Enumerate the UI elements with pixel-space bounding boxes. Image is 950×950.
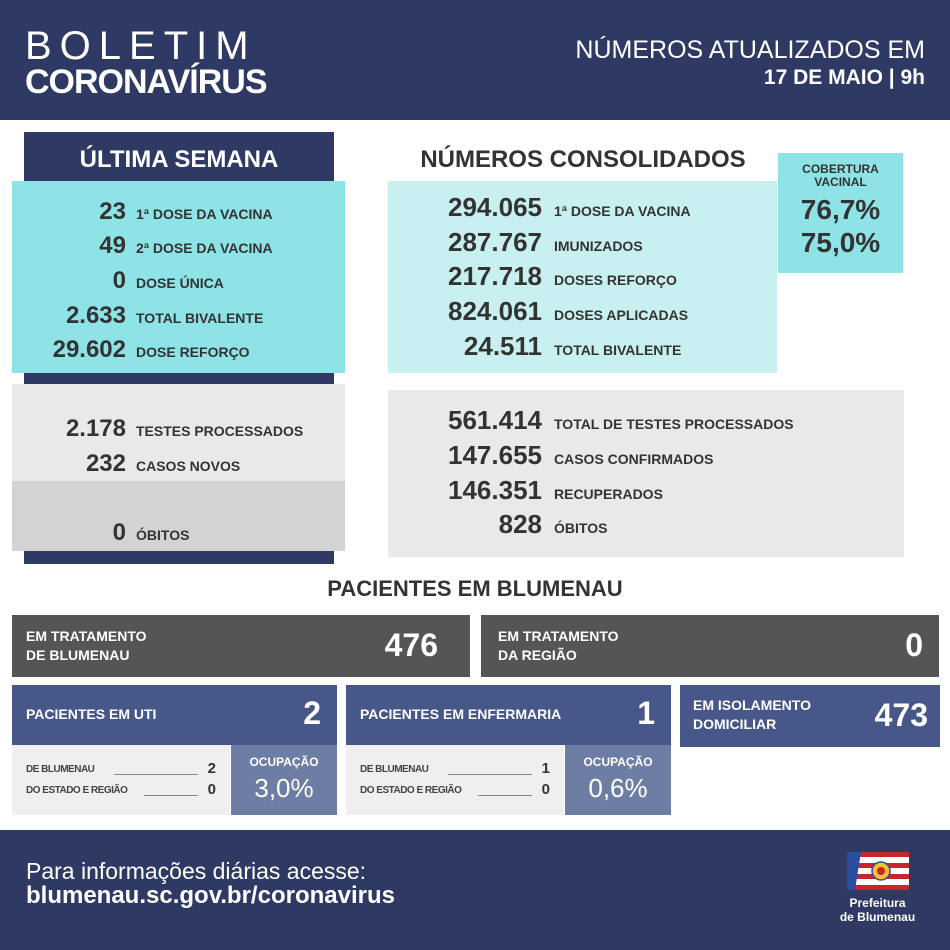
stat-value: 2.178	[65, 415, 126, 442]
stat-value: 294.065	[448, 192, 542, 222]
uti-occupancy-box	[231, 745, 337, 815]
stat-row	[388, 509, 607, 540]
ward-occupancy-label: OCUPAÇÃO	[583, 755, 653, 769]
stat-row	[12, 302, 263, 330]
coverage-value-2: 75,0%	[800, 227, 881, 258]
updated-label: NÚMEROS ATUALIZADOS EM	[575, 36, 925, 64]
vaccine-coverage-box	[778, 153, 903, 273]
prefeitura-logo-text	[820, 896, 935, 924]
stat-row	[12, 198, 273, 226]
label-line: EM TRATAMENTO	[26, 628, 147, 644]
stat-value: 2.633	[65, 302, 126, 329]
stat-row	[388, 440, 713, 471]
stat-value: 561.414	[448, 405, 542, 435]
stat-row	[388, 227, 643, 258]
coverage-title	[778, 163, 903, 189]
ward-from-state-label: DO ESTADO E REGIÃO	[360, 785, 462, 796]
consolidated-tests-box	[388, 390, 904, 557]
stat-value: 147.655	[448, 440, 542, 470]
ward-from-blumenau-label: DE BLUMENAU	[360, 764, 429, 775]
ward-from-blumenau-value: 1	[541, 760, 550, 777]
stat-row	[388, 192, 691, 223]
coverage-value-1: 76,7%	[800, 194, 881, 225]
stat-label: RECUPERADOS	[554, 486, 663, 502]
stat-label: TOTAL DE TESTES PROCESSADOS	[554, 416, 794, 432]
stat-value: 828	[498, 509, 542, 539]
label-line: DOMICILIAR	[693, 716, 777, 732]
stat-label: TESTES PROCESSADOS	[136, 423, 304, 439]
stat-label: 2ª DOSE DA VACINA	[136, 240, 273, 256]
consolidated-title: NÚMEROS CONSOLIDADOS	[420, 146, 746, 173]
stat-value: 23	[99, 198, 126, 225]
last-week-title: ÚLTIMA SEMANA	[79, 146, 279, 173]
logo-text-line: Prefeitura	[849, 896, 906, 910]
uti-from-state-label: DO ESTADO E REGIÃO	[26, 785, 128, 796]
divider	[448, 774, 532, 775]
ward-from-state-value: 0	[541, 781, 550, 798]
stat-row	[12, 232, 273, 260]
uti-from-blumenau-label: DE BLUMENAU	[26, 764, 95, 775]
stat-value: 146.351	[448, 475, 542, 505]
home-isolation-box	[680, 685, 940, 747]
stat-value: 0	[112, 519, 126, 546]
stat-value: 49	[99, 232, 126, 259]
ward-occupancy-box	[565, 745, 671, 815]
stat-row	[12, 267, 224, 295]
stat-row	[12, 415, 303, 443]
logo-title-coronavirus: CORONAVÍRUS	[25, 63, 267, 101]
label-line: DA REGIÃO	[498, 647, 577, 663]
footer-url-link[interactable]: blumenau.sc.gov.br/coronavirus	[26, 882, 395, 909]
divider	[114, 774, 198, 775]
ward-box	[346, 685, 671, 745]
logo-text-line: de Blumenau	[839, 910, 916, 924]
stat-row	[388, 261, 677, 292]
treatment-blumenau-label	[26, 627, 147, 665]
stat-label: CASOS CONFIRMADOS	[554, 451, 714, 467]
stat-label: DOSE ÚNICA	[136, 275, 224, 291]
stat-value: 24.511	[463, 331, 542, 361]
stat-row	[12, 450, 240, 478]
stat-row	[388, 296, 688, 327]
uti-from-blumenau-value: 2	[207, 760, 216, 777]
consolidated-vaccine-box	[388, 181, 777, 373]
ward-label: PACIENTES EM ENFERMARIA	[360, 706, 562, 722]
treatment-blumenau-value: 476	[384, 627, 438, 663]
stat-row	[388, 475, 663, 506]
stat-label: ÓBITOS	[554, 520, 608, 536]
ward-breakdown	[346, 745, 564, 815]
coverage-title-line1: COBERTURA	[802, 162, 879, 176]
divider	[478, 795, 532, 796]
home-isolation-value: 473	[874, 697, 928, 733]
ward-occupancy-value: 0,6%	[588, 773, 648, 803]
stat-label: TOTAL BIVALENTE	[554, 342, 682, 358]
label-line: EM TRATAMENTO	[498, 628, 619, 644]
footer-info-text: Para informações diárias acesse:	[26, 858, 367, 884]
stat-row	[388, 331, 681, 362]
uti-box	[12, 685, 337, 745]
stat-label: DOSE REFORÇO	[136, 344, 250, 360]
uti-value: 2	[303, 695, 321, 731]
label-line: EM ISOLAMENTO	[693, 697, 811, 713]
stat-label: 1ª DOSE DA VACINA	[136, 206, 273, 222]
divider	[144, 795, 198, 796]
uti-occupancy-label: OCUPAÇÃO	[249, 755, 319, 769]
uti-occupancy-value: 3,0%	[254, 773, 314, 803]
last-week-tests-box	[12, 384, 345, 481]
stat-row	[12, 336, 250, 364]
treatment-region-label	[498, 627, 619, 665]
logo-title-boletim: BOLETIM	[25, 24, 257, 68]
treatment-region-value: 0	[905, 627, 923, 663]
stat-label: TOTAL BIVALENTE	[136, 310, 264, 326]
ward-value: 1	[637, 695, 655, 731]
stat-value: 217.718	[448, 261, 542, 291]
patients-title: PACIENTES EM BLUMENAU	[327, 576, 623, 601]
stat-label: 1ª DOSE DA VACINA	[554, 203, 691, 219]
stat-value: 0	[112, 267, 126, 294]
last-week-deaths-box	[12, 481, 345, 551]
coverage-title-line2: VACINAL	[814, 175, 867, 189]
uti-breakdown	[12, 745, 230, 815]
stat-value: 824.061	[448, 296, 542, 326]
stat-label: DOSES REFORÇO	[554, 272, 677, 288]
stat-value: 287.767	[448, 227, 542, 257]
home-isolation-label	[693, 696, 811, 734]
stat-value: 232	[85, 450, 126, 477]
stat-label: CASOS NOVOS	[136, 458, 241, 474]
stat-label: ÓBITOS	[136, 527, 190, 543]
updated-date: 17 DE MAIO | 9h	[763, 66, 925, 89]
stat-label: IMUNIZADOS	[554, 238, 643, 254]
stat-value: 29.602	[52, 336, 126, 363]
blumenau-flag-icon	[847, 852, 909, 890]
label-line: DE BLUMENAU	[26, 647, 130, 663]
uti-from-state-value: 0	[207, 781, 216, 798]
uti-label: PACIENTES EM UTI	[26, 706, 157, 722]
stat-label: DOSES APLICADAS	[554, 307, 689, 323]
treatment-region-box	[481, 615, 939, 677]
stat-row	[388, 405, 794, 436]
stat-row	[12, 519, 189, 547]
treatment-blumenau-box	[12, 615, 470, 677]
last-week-vaccine-box	[12, 181, 345, 373]
